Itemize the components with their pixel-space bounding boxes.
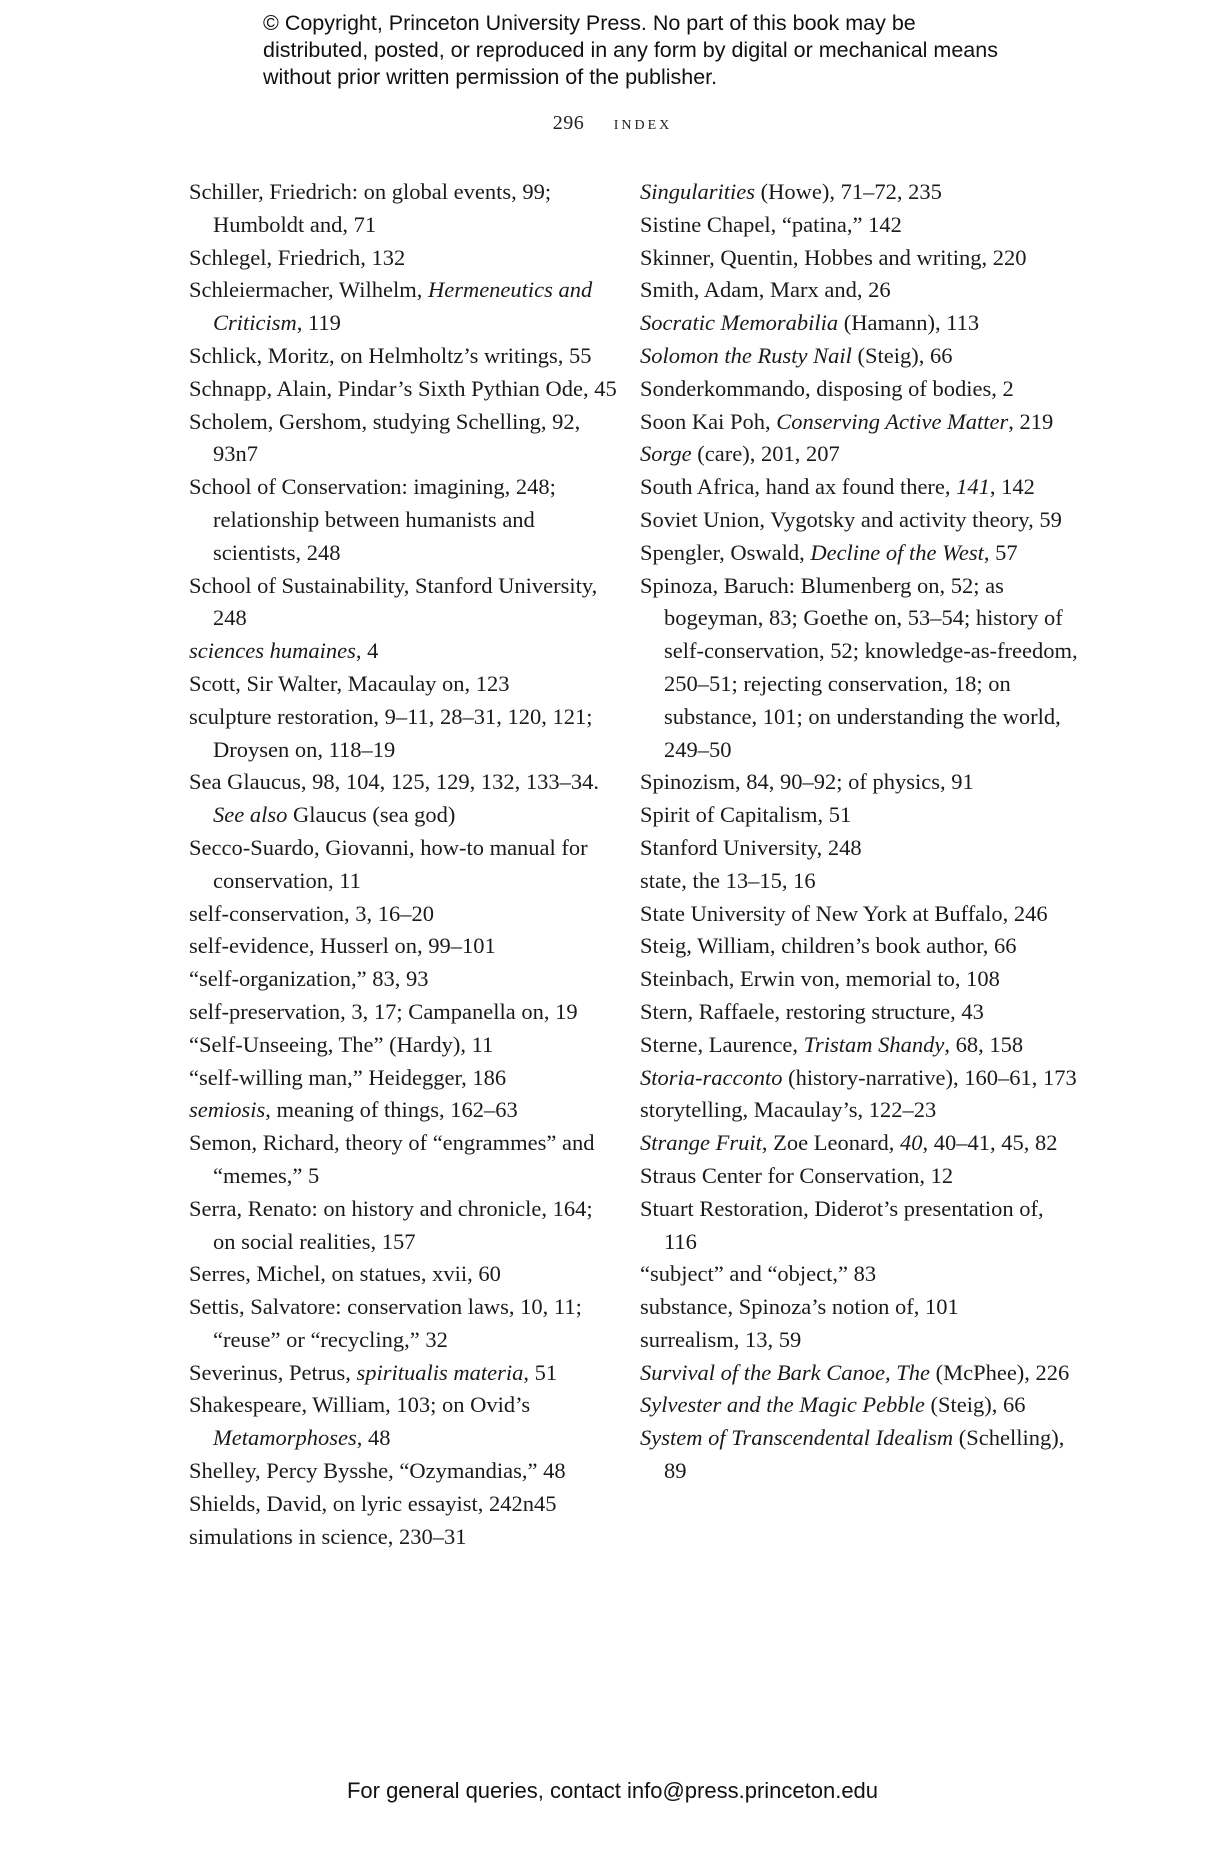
index-entry xyxy=(640,176,1080,209)
index-entry xyxy=(189,1029,619,1062)
index-entry-italic-text: Storia-racconto xyxy=(640,1064,783,1090)
index-entry xyxy=(640,865,1080,898)
index-entry-italic-text: Metamorphoses xyxy=(213,1425,357,1451)
index-entry xyxy=(189,766,619,832)
index-entry-text: Severinus, Petrus, xyxy=(189,1359,357,1385)
index-entry xyxy=(640,799,1080,832)
index-entry-text: Shields, David, on lyric essayist, 242n45 xyxy=(189,1490,557,1516)
index-entry-text: Steinbach, Erwin von, memorial to, 108 xyxy=(640,966,1000,992)
index-entry-text: State University of New York at Buffalo, 246 xyxy=(640,900,1048,926)
index-entry xyxy=(640,1193,1080,1259)
index-entry-text: substance, Spinoza’s notion of, 101 xyxy=(640,1294,959,1320)
index-entry xyxy=(189,406,619,472)
index-entry xyxy=(189,1291,619,1357)
index-entry xyxy=(189,898,619,931)
index-entry xyxy=(640,209,1080,242)
index-entry-text: “subject” and “object,” 83 xyxy=(640,1261,877,1287)
index-entry xyxy=(640,1291,1080,1324)
index-entry xyxy=(640,537,1080,570)
index-entry xyxy=(189,176,619,242)
index-entry-italic-text: Strange Fruit xyxy=(640,1130,762,1156)
index-entry-italic-text: Solomon the Rusty Nail xyxy=(640,342,852,368)
index-entry-text: Settis, Salvatore: conservation laws, 10, 11; “reuse” or “recycling,” 32 xyxy=(189,1294,582,1352)
index-entry xyxy=(189,1455,619,1488)
index-entry xyxy=(640,340,1080,373)
index-entry xyxy=(189,1193,619,1259)
index-entry-italic-text: Conserving Active Matter xyxy=(776,408,1009,434)
index-entry xyxy=(640,274,1080,307)
index-entry-text: Glaucus (sea god) xyxy=(287,802,456,828)
index-entry-text: Shelley, Percy Bysshe, “Ozymandias,” 48 xyxy=(189,1458,566,1484)
index-entry-italic-text: 40 xyxy=(899,1130,923,1156)
index-entry xyxy=(640,1029,1080,1062)
index-entry-text: School of Sustainability, Stanford University, 248 xyxy=(189,572,598,631)
index-entry-italic-text: semiosis xyxy=(189,1097,266,1123)
index-entry-text: Stern, Raffaele, restoring structure, 43 xyxy=(640,998,984,1024)
index-entry-text: Serra, Renato: on history and chronicle, 164; on social realities, 157 xyxy=(189,1195,593,1254)
index-entry-text: (McPhee), 226 xyxy=(929,1359,1070,1385)
index-entry xyxy=(189,1521,619,1554)
index-entry-italic-text: sciences humaines xyxy=(189,638,356,664)
index-entry-italic-text: Survival of the Bark Canoe, The xyxy=(640,1359,930,1385)
index-entry-text: Soviet Union, Vygotsky and activity theory, 59 xyxy=(640,506,1062,532)
index-entry-text: “self-organization,” 83, 93 xyxy=(189,966,429,992)
index-entry-text: “self-willing man,” Heidegger, 186 xyxy=(189,1064,507,1090)
index-entry-text: Sea Glaucus, 98, 104, 125, 129, 132, 133–34. xyxy=(189,769,599,795)
index-entry-text: self-conservation, 3, 16–20 xyxy=(189,900,434,926)
index-entry-text: Spirit of Capitalism, 51 xyxy=(640,802,852,828)
index-entry xyxy=(640,930,1080,963)
index-entry-text: Smith, Adam, Marx and, 26 xyxy=(640,277,891,303)
index-column-right xyxy=(640,176,1080,1488)
index-entry xyxy=(189,1389,619,1455)
index-entry-text: (Steig), 66 xyxy=(851,342,953,368)
index-entry xyxy=(189,930,619,963)
index-entry-text: Shakespeare, William, 103; on Ovid’s xyxy=(189,1392,531,1418)
index-entry xyxy=(189,274,619,340)
index-entry-text: Straus Center for Conservation, 12 xyxy=(640,1162,954,1188)
index-entry xyxy=(189,1488,619,1521)
index-entry-text: Sterne, Laurence, xyxy=(640,1031,804,1057)
copyright-notice: © Copyright, Princeton University Press. No part of this book may be distributed, posted, or reproduced in any form by digital or mechanical means without prior written permission of the publisher. xyxy=(263,11,998,89)
index-entry xyxy=(640,766,1080,799)
index-entry-text: Spinozism, 84, 90–92; of physics, 91 xyxy=(640,769,974,795)
index-entry-text: (Howe), 71–72, 235 xyxy=(755,179,942,204)
index-entry-text: , 57 xyxy=(983,539,1018,565)
index-entry xyxy=(640,1389,1080,1422)
index-entry xyxy=(640,373,1080,406)
index-entry xyxy=(189,471,619,569)
index-entry-italic-text: See also xyxy=(213,802,288,828)
footer-contact: For general queries, contact info@press.princeton.edu xyxy=(346,1778,879,1803)
index-entry-text: Schleiermacher, Wilhelm, xyxy=(189,277,428,303)
index-entry xyxy=(640,1422,1080,1488)
index-entry xyxy=(640,1324,1080,1357)
running-head xyxy=(0,112,1225,135)
index-entry xyxy=(640,1127,1080,1160)
index-entry-text: Scholem, Gershom, studying Schelling, 92, 93n7 xyxy=(189,408,581,467)
index-entry-italic-text: Sorge xyxy=(640,441,692,467)
index-entry-text: , 219 xyxy=(1008,408,1054,434)
index-entry-text: “Self-Unseeing, The” (Hardy), 11 xyxy=(189,1031,494,1057)
index-entry-text: Spinoza, Baruch: Blumenberg on, 52; as bogeyman, 83; Goethe on, 53–54; history of self-conservation, 52; knowledge-as-freedom, 250–51; rejecting conservation, 18; on substance, 101; on understanding the world, 249–50 xyxy=(640,572,1078,762)
index-entry-text: storytelling, Macaulay’s, 122–23 xyxy=(640,1097,937,1123)
index-entry xyxy=(189,996,619,1029)
index-entry xyxy=(640,1160,1080,1193)
index-entry-text: , 68, 158 xyxy=(944,1031,1024,1057)
index-entry-text: , 119 xyxy=(296,310,341,336)
index-entry xyxy=(640,898,1080,931)
index-entry xyxy=(189,373,619,406)
index-entry-italic-text: Sylvester and the Magic Pebble xyxy=(640,1392,925,1418)
index-entry-text: Sonderkommando, disposing of bodies, 2 xyxy=(640,375,1014,401)
index-entry-italic-text: Socratic Memorabilia xyxy=(640,310,839,336)
index-entry-text: Soon Kai Poh, xyxy=(640,408,777,434)
index-entry-text: Stuart Restoration, Diderot’s presentation of, 116 xyxy=(640,1195,1044,1254)
index-entry xyxy=(189,1357,619,1390)
index-entry-text: state, the 13–15, 16 xyxy=(640,867,816,893)
index-entry-italic-text: Tristam Shandy xyxy=(803,1031,945,1057)
index-entry xyxy=(189,1094,619,1127)
index-entry-text: Semon, Richard, theory of “engrammes” and “memes,” 5 xyxy=(189,1130,595,1188)
index-entry-text: , 40–41, 45, 82 xyxy=(922,1130,1058,1156)
index-entry-text: Schiller, Friedrich: on global events, 99; Humboldt and, 71 xyxy=(189,179,552,237)
index-entry-italic-text: 141 xyxy=(956,474,990,500)
index-entry-text: , 51 xyxy=(523,1359,558,1385)
index-entry xyxy=(640,570,1080,767)
index-entry xyxy=(189,635,619,668)
index-entry-text: Schlegel, Friedrich, 132 xyxy=(189,244,406,270)
index-entry-text: (history-narrative), 160–61, 173 xyxy=(782,1064,1077,1090)
index-entry-italic-text: Singularities xyxy=(640,179,756,204)
index-entry xyxy=(189,1258,619,1291)
page-number: 296 xyxy=(552,112,585,134)
index-entry-text: (care), 201, 207 xyxy=(691,441,840,467)
index-entry-text: (Hamann), 113 xyxy=(838,310,980,336)
index-entry-text: Serres, Michel, on statues, xvii, 60 xyxy=(189,1261,501,1287)
index-entry xyxy=(640,504,1080,537)
index-entry-text: self-evidence, Husserl on, 99–101 xyxy=(189,933,496,959)
index-entry-text: (Steig), 66 xyxy=(924,1392,1026,1418)
section-title: index xyxy=(613,112,673,134)
index-entry-italic-text: Hermeneutics and Criticism xyxy=(213,277,593,336)
index-entry-text: , meaning of things, 162–63 xyxy=(265,1097,518,1123)
index-entry-text: simulations in science, 230–31 xyxy=(189,1523,467,1549)
index-entry xyxy=(640,832,1080,865)
index-entry xyxy=(640,242,1080,275)
index-entry xyxy=(189,242,619,275)
index-entry xyxy=(640,406,1080,439)
index-entry-text: sculpture restoration, 9–11, 28–31, 120, 121; Droysen on, 118–19 xyxy=(189,703,593,762)
index-entry xyxy=(640,438,1080,471)
index-entry xyxy=(640,1094,1080,1127)
index-entry-text: , 142 xyxy=(989,474,1035,500)
index-entry-text: Skinner, Quentin, Hobbes and writing, 220 xyxy=(640,244,1027,270)
index-entry-text: Spengler, Oswald, xyxy=(640,539,811,565)
index-entry-text: Schlick, Moritz, on Helmholtz’s writings, 55 xyxy=(189,342,592,368)
index-entry xyxy=(640,1062,1080,1095)
index-column-left xyxy=(189,176,619,1553)
index-entry-text: Sistine Chapel, “patina,” 142 xyxy=(640,211,902,237)
index-entry xyxy=(640,963,1080,996)
index-entry-italic-text: Decline of the West xyxy=(810,539,984,565)
index-entry-text: , Zoe Leonard, xyxy=(761,1130,900,1156)
index-entry-text: South Africa, hand ax found there, xyxy=(640,474,957,500)
index-entry xyxy=(189,701,619,767)
index-entry xyxy=(189,668,619,701)
index-entry xyxy=(189,1127,619,1193)
index-entry xyxy=(640,1258,1080,1291)
index-entry xyxy=(640,307,1080,340)
index-entry-text: Scott, Sir Walter, Macaulay on, 123 xyxy=(189,670,510,696)
index-entry-text: surrealism, 13, 59 xyxy=(640,1326,802,1352)
index-entry-italic-text: System of Transcendental Idealism xyxy=(640,1425,954,1451)
index-entry-text: Steig, William, children’s book author, 66 xyxy=(640,933,1017,959)
index-entry-text: Stanford University, 248 xyxy=(640,834,862,860)
index-entry xyxy=(640,1357,1080,1390)
index-entry-text: Schnapp, Alain, Pindar’s Sixth Pythian Ode, 45 xyxy=(189,375,617,401)
index-entry-text: , 48 xyxy=(356,1425,391,1451)
index-entry-text: School of Conservation: imagining, 248; relationship between humanists and scientists, 248 xyxy=(189,474,556,565)
index-entry-text: (Schelling), 89 xyxy=(664,1425,1065,1484)
index-entry xyxy=(640,996,1080,1029)
index-entry xyxy=(189,1062,619,1095)
index-entry-text: , 4 xyxy=(355,638,379,664)
index-entry xyxy=(640,471,1080,504)
index-entry-text: self-preservation, 3, 17; Campanella on, 19 xyxy=(189,998,578,1024)
index-entry xyxy=(189,963,619,996)
index-entry xyxy=(189,570,619,636)
index-entry-italic-text: spiritualis materia xyxy=(356,1359,524,1385)
index-entry xyxy=(189,832,619,898)
index-entry-text: Secco-Suardo, Giovanni, how-to manual for conservation, 11 xyxy=(189,834,588,893)
index-entry xyxy=(189,340,619,373)
